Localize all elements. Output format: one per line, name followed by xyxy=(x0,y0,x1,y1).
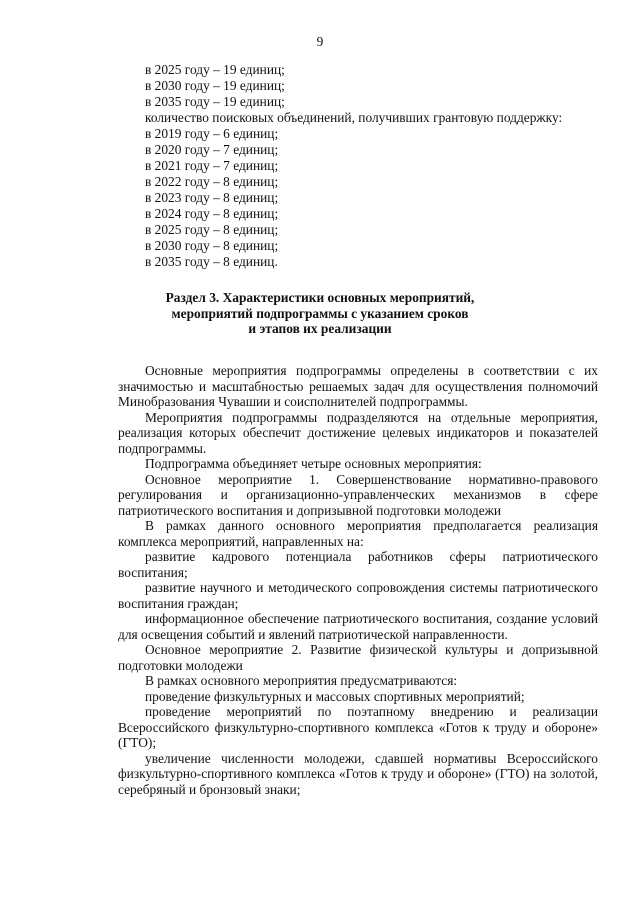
paragraph: Мероприятия подпрограммы подразделяются на отдельные мероприятия, реализация которых обеспечит достижение целевых индикаторов и показателей подпрограммы. xyxy=(118,409,598,456)
paragraph: развитие научного и методического сопровождения системы патриотического воспитания граждан; xyxy=(118,580,598,611)
list-item: в 2020 году – 7 единиц; xyxy=(145,142,279,157)
section-heading-line: Раздел 3. Характеристики основных мероприятий, xyxy=(165,290,475,305)
paragraph: увеличение численности молодежи, сдавшей нормативы Всероссийского физкультурно-спортивного комплекса «Готов к труду и обороне» (ГТО) на золотой, серебряный и бронзовый знаки; xyxy=(118,750,598,797)
list-item: в 2025 году – 19 единиц; xyxy=(145,62,285,77)
list-item: в 2030 году – 8 единиц; xyxy=(145,238,279,253)
section-heading-line: мероприятий подпрограммы с указанием сроков xyxy=(171,305,469,321)
list-item: в 2019 году – 6 единиц; xyxy=(145,126,279,141)
paragraph: Основное мероприятие 1. Совершенствование нормативно-правового регулирования и организационно-управленческих механизмов в сфере патриотического воспитания и допризывной подготовки молодежи xyxy=(118,471,598,518)
paragraph: информационное обеспечение патриотического воспитания, создание условий для освещения событий и явлений патриотической направленности. xyxy=(118,611,598,642)
paragraph: проведение физкультурных и массовых спортивных мероприятий; xyxy=(145,688,525,704)
paragraph: развитие кадрового потенциала работников сферы патриотического воспитания; xyxy=(118,549,598,580)
list-item: в 2022 году – 8 единиц; xyxy=(145,174,279,189)
list-item: количество поисковых объединений, получивших грантовую поддержку: xyxy=(145,110,563,125)
list-item: в 2023 году – 8 единиц; xyxy=(145,190,279,205)
list-item: в 2030 году – 19 единиц; xyxy=(145,78,285,93)
page-number: 9 xyxy=(316,34,324,49)
paragraph: проведение мероприятий по поэтапному внедрению и реализации Всероссийского физкультурно-спортивного комплекса «Готов к труду и обороне» (ГТО); xyxy=(118,704,598,750)
list-item: в 2035 году – 8 единиц. xyxy=(145,254,278,269)
list-item: в 2021 году – 7 единиц; xyxy=(145,158,279,173)
list-item: в 2025 году – 8 единиц; xyxy=(145,222,279,237)
paragraph: Подпрограмма объединяет четыре основных мероприятия: xyxy=(145,456,482,471)
section-heading-line: и этапов их реализации xyxy=(248,321,392,336)
section-heading xyxy=(140,290,500,337)
list-item: в 2035 году – 19 единиц; xyxy=(145,94,285,109)
paragraph: Основное мероприятие 2. Развитие физической культуры и допризывной подготовки молодежи xyxy=(118,642,598,673)
paragraph: В рамках основного мероприятия предусматриваются: xyxy=(145,673,458,688)
paragraph: В рамках данного основного мероприятия предполагается реализация комплекса мероприятий, направленных на: xyxy=(118,518,598,549)
paragraph: Основные мероприятия подпрограммы определены в соответствии с их значимостью и масштабностью решаемых задач для осуществления полномочий Минобразования Чувашии и соисполнителей подпрограммы. xyxy=(118,363,598,409)
list-item: в 2024 году – 8 единиц; xyxy=(145,206,279,221)
body-text xyxy=(118,363,598,797)
